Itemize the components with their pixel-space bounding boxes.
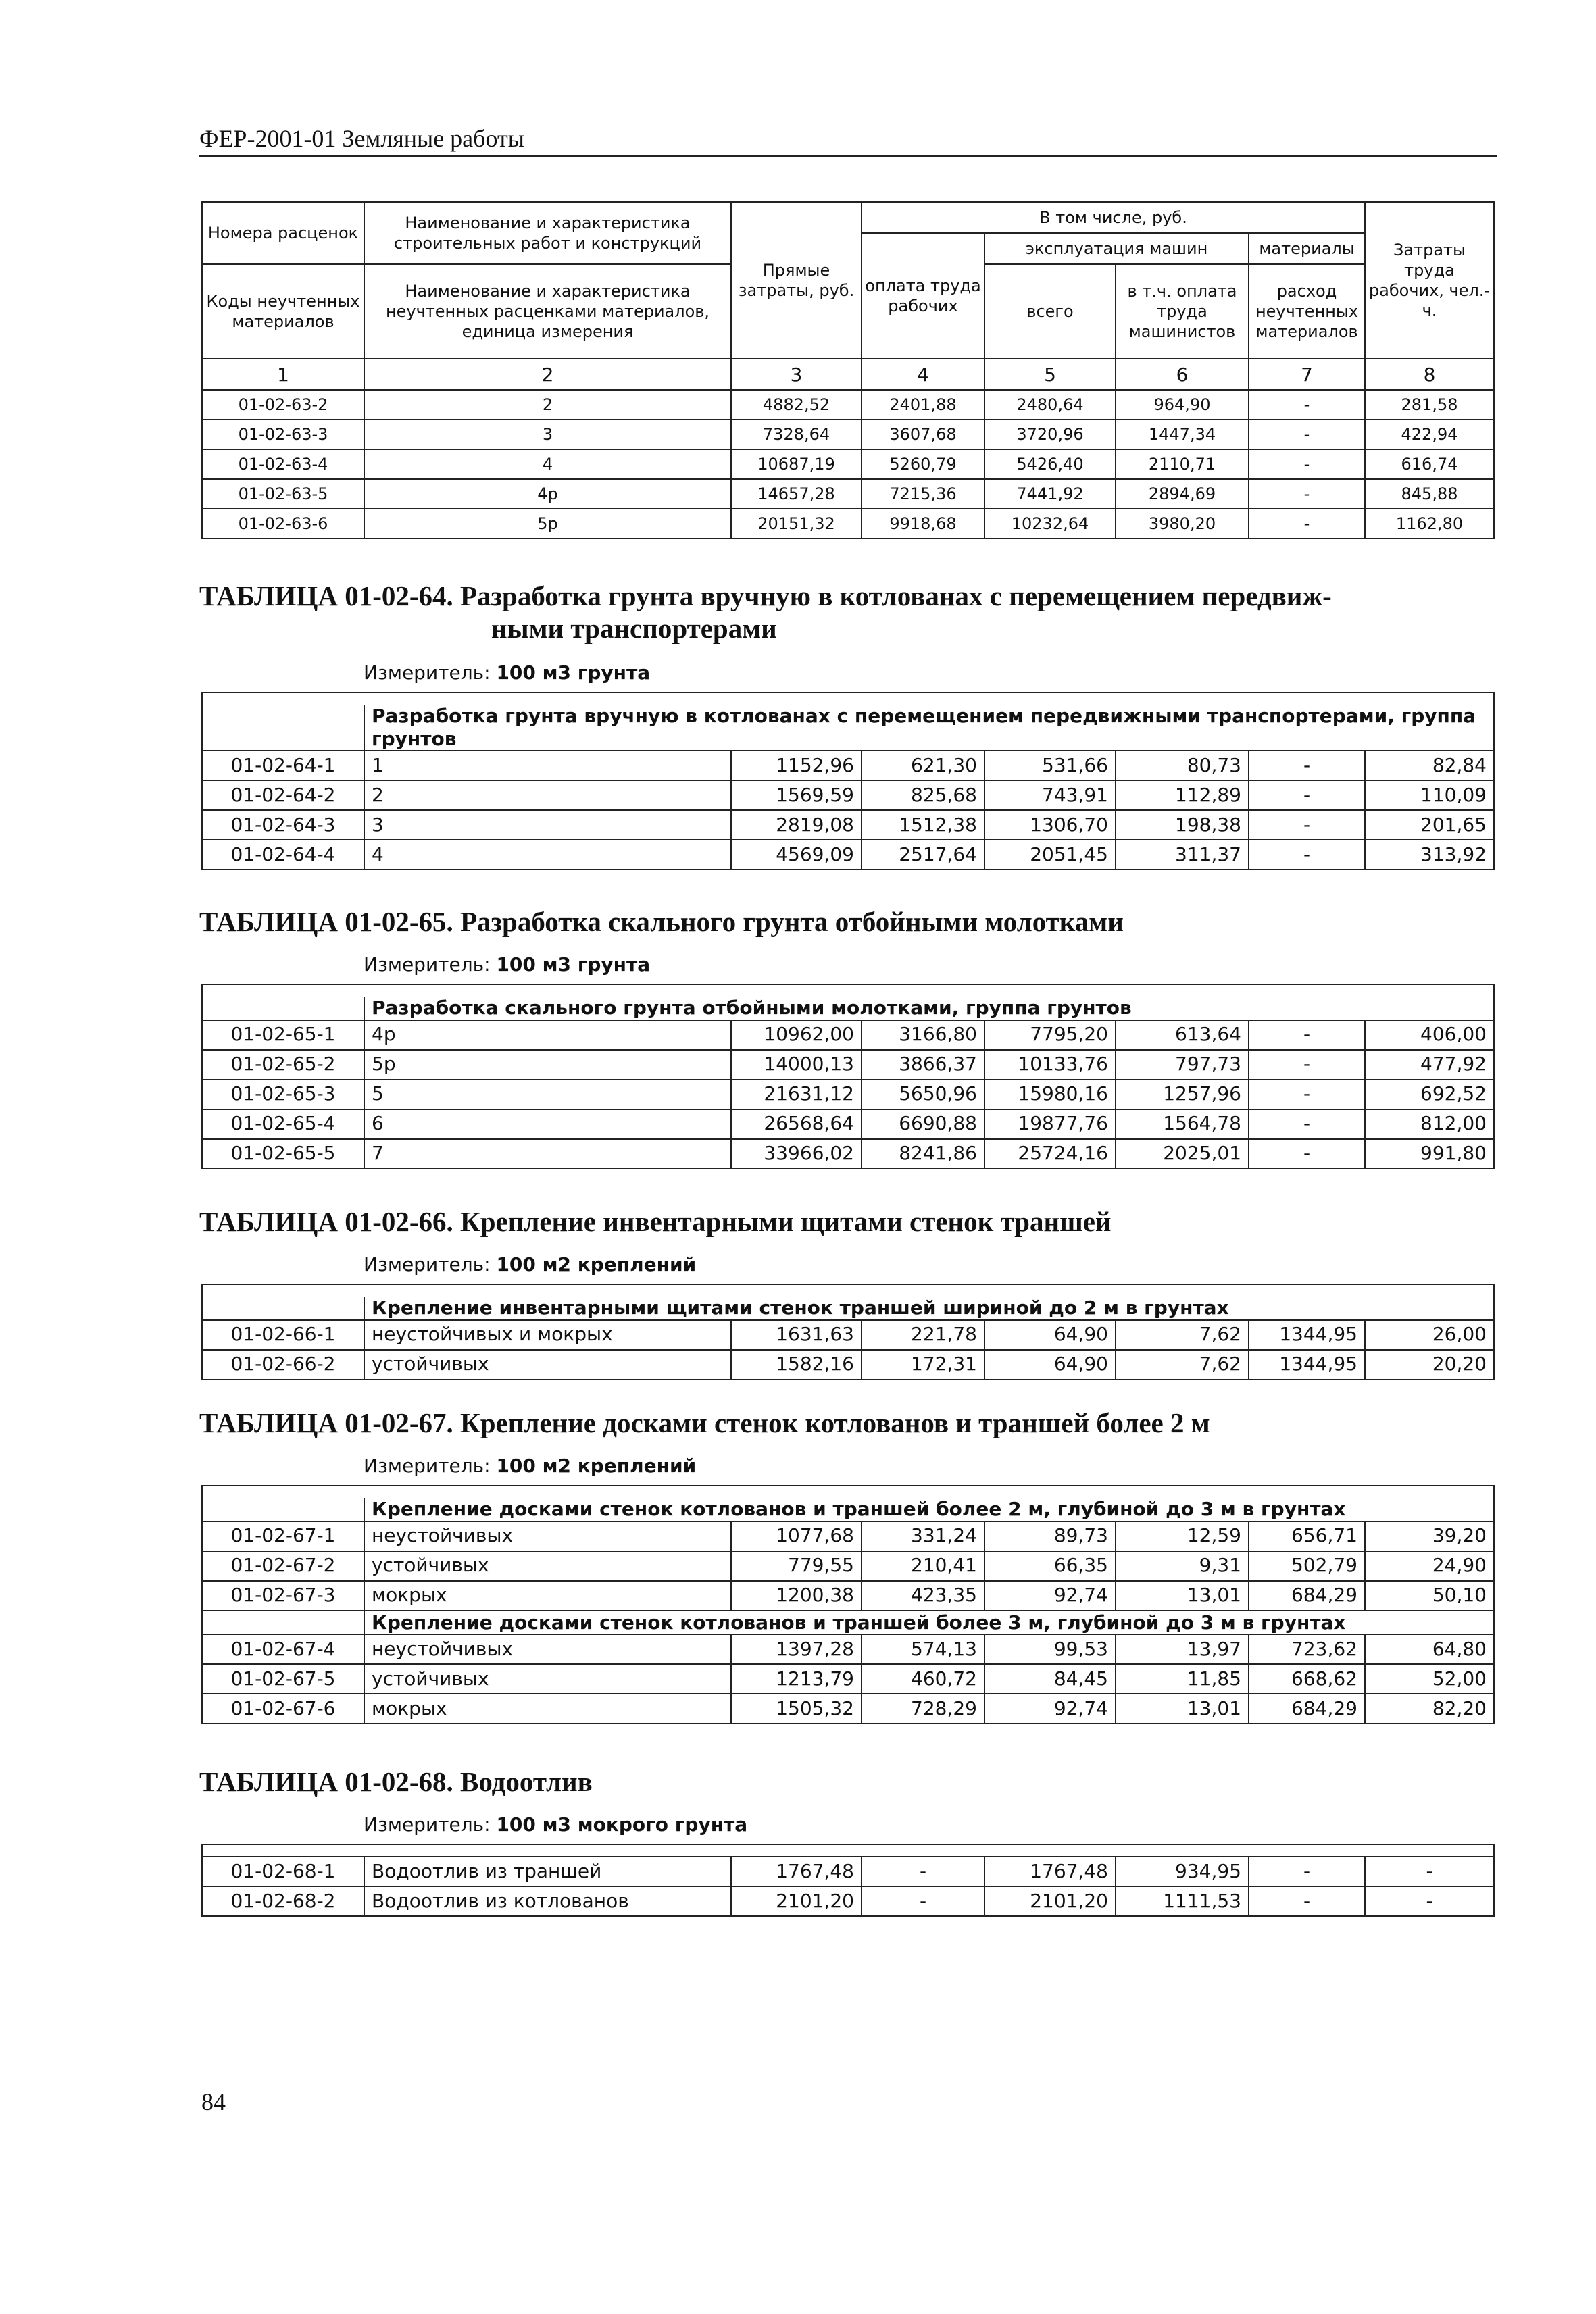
table-cell: 39,20 [1365,1521,1494,1551]
table-cell: - [862,1857,984,1886]
table-cell: 1077,68 [731,1521,862,1551]
col-material-name: Наименование и характеристика неучтенных расценками материалов, единица измерения [364,264,731,359]
table-heading-text: ТАБЛИЦА 01-02-67. Крепление досками стенок котлованов и траншей более 2 м [199,1407,1210,1438]
table-cell: 11,85 [1116,1664,1249,1694]
table-cell: 281,58 [1365,390,1494,420]
table-cell: 01-02-67-1 [202,1521,364,1551]
table-cell: 1162,80 [1365,509,1494,538]
col-number: 3 [731,359,862,390]
table-cell: 01-02-65-3 [202,1080,364,1109]
table-cell: 5260,79 [862,449,984,479]
rates-table-01-02-66 [201,1284,1495,1380]
table-cell: 4569,09 [731,840,862,870]
table-cell: - [862,1886,984,1916]
table-heading-01-02-67 [199,1407,1210,1439]
table-cell: 221,78 [862,1320,984,1350]
table-cell: 4 [364,840,731,870]
col-number: 2 [364,359,731,390]
table-cell: - [1249,1139,1365,1169]
table-cell: 01-02-68-2 [202,1886,364,1916]
section-title-row [202,705,1494,751]
table-cell: 621,30 [862,751,984,780]
col-work-name: Наименование и характеристика строительных работ и конструкций [364,202,731,264]
table-cell: 01-02-67-2 [202,1551,364,1581]
table-cell: 64,90 [984,1320,1116,1350]
table-cell: - [1249,1857,1365,1886]
section-title-spacer [202,1297,364,1320]
measure-unit-label: Измеритель: [364,1455,491,1477]
table-cell: - [1249,1050,1365,1080]
section-title-row [202,997,1494,1020]
table-cell: - [1249,509,1365,538]
table-cell: 616,74 [1365,449,1494,479]
table-row [202,1050,1494,1080]
table-cell: 964,90 [1116,390,1249,420]
table-cell: 1397,28 [731,1634,862,1664]
table-cell: 26568,64 [731,1109,862,1139]
table-cell: 15980,16 [984,1080,1116,1109]
table-cell: - [1365,1857,1494,1886]
table-cell: 12,59 [1116,1521,1249,1551]
table-cell: 24,90 [1365,1551,1494,1581]
table-cell: 9,31 [1116,1551,1249,1581]
measure-unit [364,661,650,684]
table-cell: - [1249,1109,1365,1139]
table-heading-continuation: ными транспортерами [491,613,777,644]
table-cell: 477,92 [1365,1050,1494,1080]
table-cell: 20,20 [1365,1350,1494,1380]
table-cell: 64,80 [1365,1634,1494,1664]
table-cell: 2480,64 [984,390,1116,420]
table-cell: 5р [364,1050,731,1080]
table-cell: - [1249,810,1365,840]
table-cell: 20151,32 [731,509,862,538]
table-cell: 2819,08 [731,810,862,840]
table-cell: 423,35 [862,1581,984,1611]
table-cell: 1447,34 [1116,420,1249,449]
table-cell: 01-02-65-2 [202,1050,364,1080]
table-cell: - [1249,1020,1365,1050]
table-cell: 50,10 [1365,1581,1494,1611]
table-cell: 10962,00 [731,1020,862,1050]
table-heading-01-02-65 [199,905,1124,938]
table-cell: 684,29 [1249,1694,1365,1724]
section-title: Крепление досками стенок котлованов и траншей более 3 м, глубиной до 3 м в грунтах [364,1611,1494,1635]
table-cell: - [1365,1886,1494,1916]
col-number: 1 [202,359,364,390]
table-cell: 2025,01 [1116,1139,1249,1169]
table-cell: 82,84 [1365,751,1494,780]
table-cell: 64,90 [984,1350,1116,1380]
table-cell: 574,13 [862,1634,984,1664]
table-cell: 10133,76 [984,1050,1116,1080]
rates-table-header [201,201,1495,539]
table-cell: 1631,63 [731,1320,862,1350]
section-title-row [202,1498,1494,1521]
table-cell: устойчивых [364,1551,731,1581]
table-cell: 1505,32 [731,1694,862,1724]
table-cell: 7441,92 [984,479,1116,509]
table-cell: устойчивых [364,1664,731,1694]
table-row [202,751,1494,780]
section-title-spacer [202,1498,364,1521]
table-cell: 845,88 [1365,479,1494,509]
table-cell: 812,00 [1365,1109,1494,1139]
table-row [202,420,1494,449]
col-including: В том числе, руб. [862,202,1365,233]
table-cell: - [1249,1080,1365,1109]
table-cell: 613,64 [1116,1020,1249,1050]
table-cell: Водоотлив из траншей [364,1857,731,1886]
col-number: 8 [1365,359,1494,390]
col-machine-operation: эксплуатация машин [984,233,1249,264]
table-cell: 13,97 [1116,1634,1249,1664]
col-material-codes: Коды неучтенных материалов [202,264,364,359]
table-cell: 8241,86 [862,1139,984,1169]
table-cell: 19877,76 [984,1109,1116,1139]
table-cell: неустойчивых и мокрых [364,1320,731,1350]
table-row [202,810,1494,840]
table-cell: 89,73 [984,1521,1116,1551]
table-cell: 531,66 [984,751,1116,780]
table-cell: 3166,80 [862,1020,984,1050]
table-cell: 82,20 [1365,1694,1494,1724]
table-cell: 1 [364,751,731,780]
table-cell: 2894,69 [1116,479,1249,509]
title-rule [199,155,1497,157]
table-cell: 1111,53 [1116,1886,1249,1916]
table-cell: 406,00 [1365,1020,1494,1050]
rates-table-01-02-64 [201,692,1495,870]
table-top-border [202,693,1494,705]
table-cell: 3980,20 [1116,509,1249,538]
table-cell: 21631,12 [731,1080,862,1109]
col-number: 6 [1116,359,1249,390]
col-material-use: расход неучтенных материалов [1249,264,1365,359]
table-cell: 331,24 [862,1521,984,1551]
table-cell: 1152,96 [731,751,862,780]
table-cell: 52,00 [1365,1664,1494,1694]
table-cell: 10232,64 [984,509,1116,538]
table-cell: 01-02-64-2 [202,780,364,810]
col-number: 5 [984,359,1116,390]
table-cell: 9918,68 [862,509,984,538]
section-title-spacer [202,705,364,751]
section-title: Крепление инвентарными щитами стенок траншей шириной до 2 м в грунтах [364,1297,1494,1320]
col-direct-costs: Прямые затраты, руб. [731,202,862,359]
table-cell: 01-02-63-3 [202,420,364,449]
rates-table-01-02-67 [201,1485,1495,1724]
page-number: 84 [201,2088,226,2115]
table-row [202,390,1494,420]
table-cell: 2101,20 [731,1886,862,1916]
table-row [202,1521,1494,1551]
table-cell: 01-02-67-6 [202,1694,364,1724]
table-row [202,449,1494,479]
table-top-border [202,1844,1494,1857]
table-row [202,780,1494,810]
col-machine-total: всего [984,264,1116,359]
table-spacer-cell [202,1486,1494,1498]
table-cell: 66,35 [984,1551,1116,1581]
measure-unit [364,1813,747,1836]
table-cell: 01-02-64-1 [202,751,364,780]
col-worker-pay: оплата труда рабочих [862,233,984,359]
table-cell: 1767,48 [731,1857,862,1886]
col-number: 7 [1249,359,1365,390]
measure-unit-label: Измеритель: [364,1253,491,1276]
measure-unit [364,1253,696,1276]
measure-unit-value: 100 м2 креплений [496,1253,697,1276]
table-cell: 01-02-67-4 [202,1634,364,1664]
table-cell: 92,74 [984,1581,1116,1611]
section-title-row [202,1611,1494,1635]
table-cell: 210,41 [862,1551,984,1581]
table-heading-text: ТАБЛИЦА 01-02-66. Крепление инвентарными щитами стенок траншей [199,1206,1112,1237]
table-cell: - [1249,479,1365,509]
rates-table-01-02-68 [201,1844,1495,1917]
table-cell: 7,62 [1116,1350,1249,1380]
table-cell: - [1249,449,1365,479]
table-cell: - [1249,420,1365,449]
table-heading-01-02-66 [199,1205,1112,1238]
table-row [202,1664,1494,1694]
table-cell: неустойчивых [364,1634,731,1664]
table-cell: 5426,40 [984,449,1116,479]
table-cell: 4882,52 [731,390,862,420]
table-cell: 14657,28 [731,479,862,509]
table-cell: 7 [364,1139,731,1169]
table-cell: 4 [364,449,731,479]
table-cell: 01-02-66-1 [202,1320,364,1350]
table-cell: 3720,96 [984,420,1116,449]
table-cell: 01-02-63-6 [202,509,364,538]
table-cell: 01-02-68-1 [202,1857,364,1886]
table-cell: 1767,48 [984,1857,1116,1886]
table-cell: - [1249,780,1365,810]
table-row [202,1020,1494,1050]
table-cell: 2101,20 [984,1886,1116,1916]
table-row [202,1581,1494,1611]
table-cell: 825,68 [862,780,984,810]
table-heading-01-02-68 [199,1765,593,1798]
table-cell: 3 [364,420,731,449]
table-cell: 991,80 [1365,1139,1494,1169]
table-cell: 692,52 [1365,1080,1494,1109]
table-cell: 7215,36 [862,479,984,509]
table-cell: 934,95 [1116,1857,1249,1886]
table-cell: 668,62 [1249,1664,1365,1694]
table-cell: Водоотлив из котлованов [364,1886,731,1916]
table-cell: - [1249,390,1365,420]
table-cell: 2 [364,390,731,420]
measure-unit [364,953,650,976]
table-cell: 01-02-65-1 [202,1020,364,1050]
table-row [202,1551,1494,1581]
table-cell: 5р [364,509,731,538]
measure-unit [364,1455,696,1477]
table-cell: 1569,59 [731,780,862,810]
table-cell: 2110,71 [1116,449,1249,479]
table-heading-text: ТАБЛИЦА 01-02-68. Водоотлив [199,1766,593,1797]
table-cell: 1564,78 [1116,1109,1249,1139]
section-title: Крепление досками стенок котлованов и траншей более 2 м, глубиной до 3 м в грунтах [364,1498,1494,1521]
table-cell: 4р [364,479,731,509]
table-cell: 3607,68 [862,420,984,449]
table-cell: 1306,70 [984,810,1116,840]
table-cell: - [1249,840,1365,870]
rates-table-01-02-65 [201,984,1495,1169]
table-cell: 4р [364,1020,731,1050]
table-cell: 110,09 [1365,780,1494,810]
table-cell: 3866,37 [862,1050,984,1080]
measure-unit-label: Измеритель: [364,1813,491,1836]
table-cell: 25724,16 [984,1139,1116,1169]
table-cell: 201,65 [1365,810,1494,840]
table-cell: устойчивых [364,1350,731,1380]
table-cell: 3 [364,810,731,840]
table-row [202,1886,1494,1916]
table-cell: 13,01 [1116,1694,1249,1724]
table-cell: 723,62 [1249,1634,1365,1664]
table-cell: 7,62 [1116,1320,1249,1350]
table-cell: неустойчивых [364,1521,731,1551]
table-cell: 10687,19 [731,449,862,479]
table-cell: 1344,95 [1249,1350,1365,1380]
table-cell: - [1249,1886,1365,1916]
table-cell: 14000,13 [731,1050,862,1080]
table-cell: 99,53 [984,1634,1116,1664]
table-cell: 01-02-65-5 [202,1139,364,1169]
table-heading-text: ТАБЛИЦА 01-02-64. Разработка грунта вручную в котлованах с перемещением передвиж- [199,580,1332,611]
table-cell: 7795,20 [984,1020,1116,1050]
table-row [202,1694,1494,1724]
table-cell: 1344,95 [1249,1320,1365,1350]
measure-unit-label: Измеритель: [364,953,491,976]
table-cell: мокрых [364,1694,731,1724]
col-machinist-pay: в т.ч. оплата труда машинистов [1116,264,1249,359]
col-materials: материалы [1249,233,1365,264]
table-cell: 422,94 [1365,420,1494,449]
table-cell: 80,73 [1116,751,1249,780]
section-title-spacer [202,997,364,1020]
measure-unit-value: 100 м3 грунта [496,953,651,976]
table-row [202,509,1494,538]
table-spacer-cell [202,1844,1494,1857]
table-cell: 460,72 [862,1664,984,1694]
table-row [202,840,1494,870]
table-row [202,1080,1494,1109]
table-cell: 6690,88 [862,1109,984,1139]
table-heading-text: ТАБЛИЦА 01-02-65. Разработка скального грунта отбойными молотками [199,906,1124,937]
table-cell: 684,29 [1249,1581,1365,1611]
section-title-spacer [202,1611,364,1635]
table-cell: - [1249,751,1365,780]
table-cell: 01-02-64-4 [202,840,364,870]
table-cell: 01-02-63-5 [202,479,364,509]
table-cell: 33966,02 [731,1139,862,1169]
table-row [202,479,1494,509]
table-cell: 2051,45 [984,840,1116,870]
page-title: ФЕР-2001-01 Земляные работы [199,125,524,152]
table-cell: 2 [364,780,731,810]
table-spacer-cell [202,693,1494,705]
table-cell: 1512,38 [862,810,984,840]
table-spacer-cell [202,984,1494,997]
table-cell: 779,55 [731,1551,862,1581]
table-cell: 797,73 [1116,1050,1249,1080]
col-number: 4 [862,359,984,390]
col-labor-hours: Затраты труда рабочих, чел.-ч. [1365,202,1494,359]
table-cell: 13,01 [1116,1581,1249,1611]
table-cell: 01-02-66-2 [202,1350,364,1380]
table-cell: 728,29 [862,1694,984,1724]
table-cell: 743,91 [984,780,1116,810]
table-cell: 2517,64 [862,840,984,870]
section-title-row [202,1297,1494,1320]
table-cell: 1257,96 [1116,1080,1249,1109]
table-spacer-cell [202,1284,1494,1297]
table-cell: 84,45 [984,1664,1116,1694]
table-cell: 1200,38 [731,1581,862,1611]
table-cell: 01-02-63-2 [202,390,364,420]
table-cell: 1582,16 [731,1350,862,1380]
table-cell: 92,74 [984,1694,1116,1724]
table-cell: 656,71 [1249,1521,1365,1551]
col-rate-numbers: Номера расценок [202,202,364,264]
table-cell: 5650,96 [862,1080,984,1109]
table-top-border [202,1284,1494,1297]
table-cell: 172,31 [862,1350,984,1380]
table-cell: 01-02-67-5 [202,1664,364,1694]
table-row [202,1109,1494,1139]
table-row [202,1857,1494,1886]
section-title: Разработка скального грунта отбойными молотками, группа грунтов [364,997,1494,1020]
table-cell: 01-02-63-4 [202,449,364,479]
table-row [202,1320,1494,1350]
table-top-border [202,1486,1494,1498]
measure-unit-value: 100 м3 грунта [496,661,651,684]
table-row [202,1139,1494,1169]
table-cell: 01-02-67-3 [202,1581,364,1611]
section-title: Разработка грунта вручную в котлованах с перемещением передвижными транспортерами, группа грунтов [364,705,1494,751]
table-cell: 01-02-65-4 [202,1109,364,1139]
table-cell: 6 [364,1109,731,1139]
measure-unit-value: 100 м2 креплений [496,1455,697,1477]
measure-unit-value: 100 м3 мокрого грунта [496,1813,748,1836]
table-cell: 26,00 [1365,1320,1494,1350]
table-top-border [202,984,1494,997]
table-cell: 1213,79 [731,1664,862,1694]
table-cell: 01-02-64-3 [202,810,364,840]
measure-unit-label: Измеритель: [364,661,491,684]
table-cell: 198,38 [1116,810,1249,840]
table-cell: 112,89 [1116,780,1249,810]
table-cell: 7328,64 [731,420,862,449]
table-row [202,1350,1494,1380]
table-cell: 311,37 [1116,840,1249,870]
table-cell: 313,92 [1365,840,1494,870]
table-heading-01-02-64 [199,580,1332,645]
table-cell: 2401,88 [862,390,984,420]
table-cell: 5 [364,1080,731,1109]
table-row [202,1634,1494,1664]
table-cell: мокрых [364,1581,731,1611]
table-cell: 502,79 [1249,1551,1365,1581]
